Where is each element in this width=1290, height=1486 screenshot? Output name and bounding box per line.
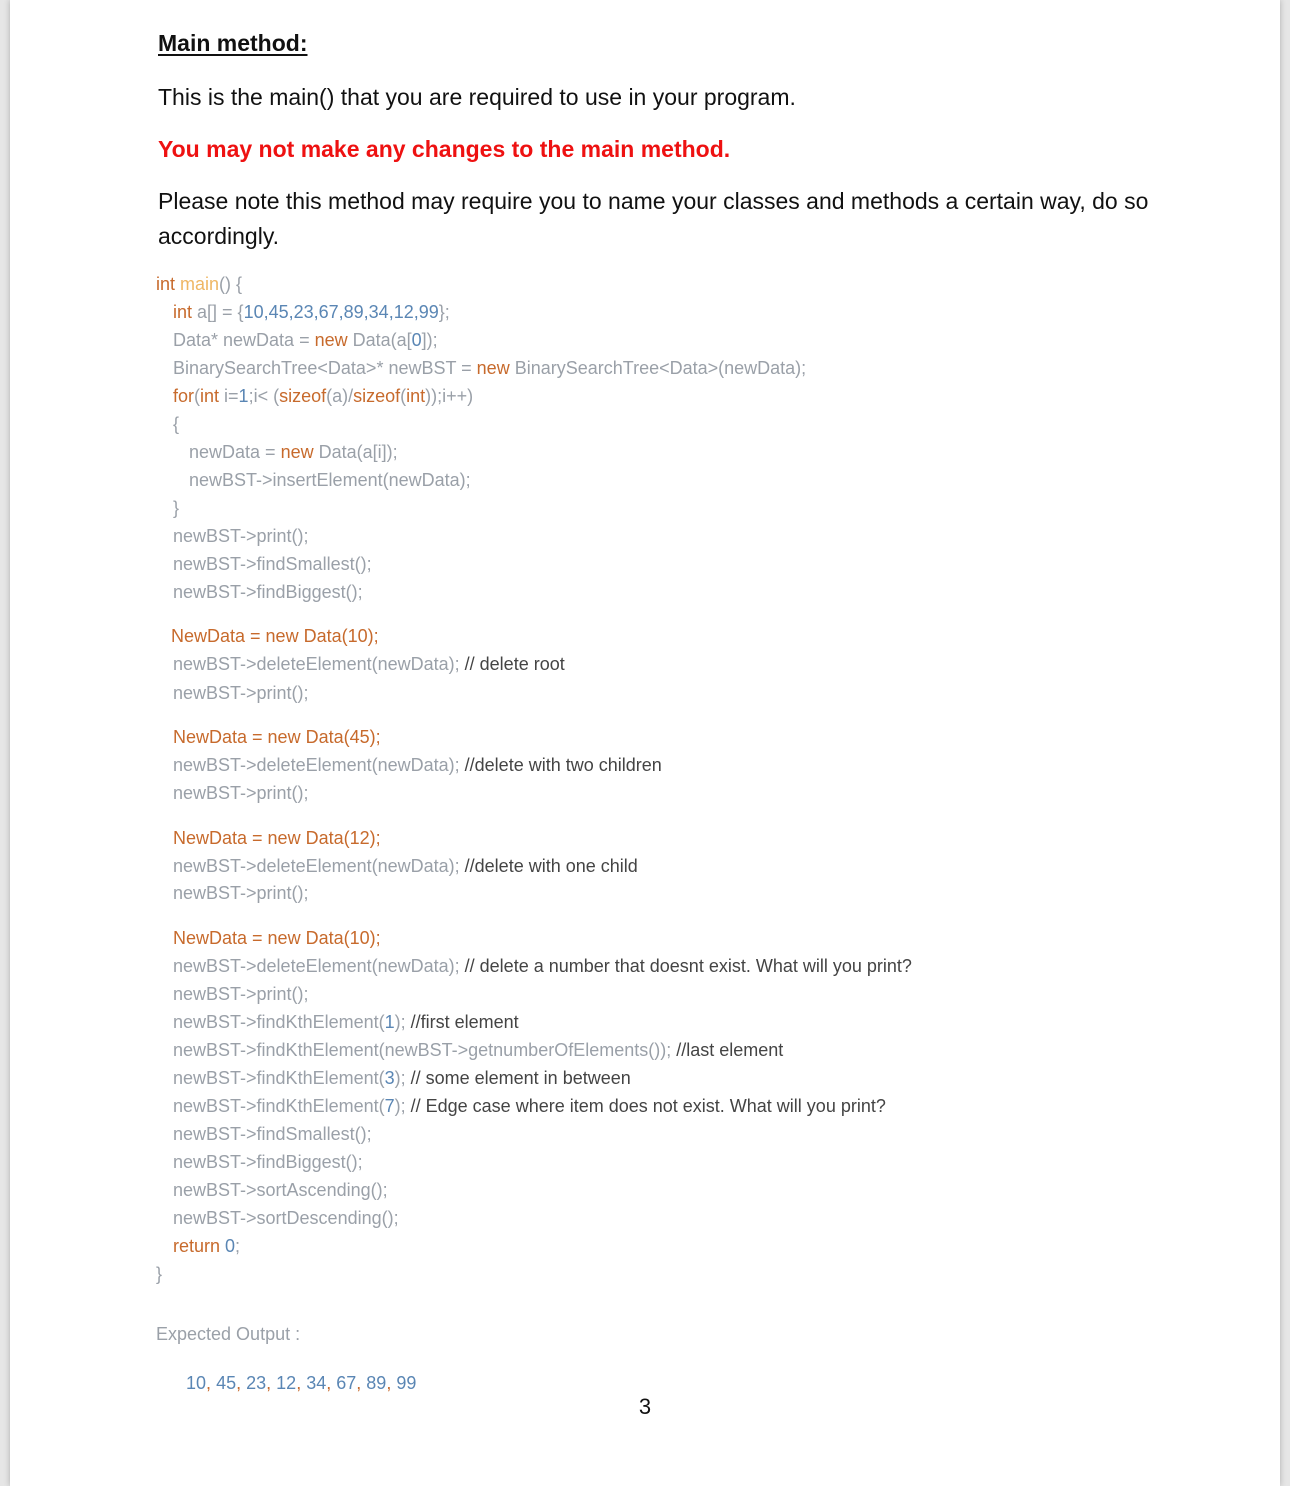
code-line-6: { xyxy=(173,414,180,434)
code-line-16: NewData = new Data(45); xyxy=(173,727,381,747)
output-value: 67 xyxy=(336,1373,357,1393)
code-line-2: int a[] = {10,45,23,67,89,34,12,99}; xyxy=(173,302,450,322)
code-line-14: newBST->deleteElement(newData); // delete root xyxy=(173,654,565,674)
code-line-3: Data* newData = new Data(a[0]); xyxy=(173,330,438,350)
code-line-28: newBST->findKthElement(7); // Edge case where item does not exist. What will you print? xyxy=(173,1096,886,1116)
code-line-18: newBST->print(); xyxy=(173,783,309,803)
document-page xyxy=(10,0,1280,1486)
code-line-11: newBST->findSmallest(); xyxy=(173,554,372,574)
expected-output-values: 10, 45, 23, 12, 34, 67, 89, 99 xyxy=(186,1373,417,1393)
output-value: 99 xyxy=(396,1373,417,1393)
code-line-25: newBST->findKthElement(1); //first element xyxy=(173,1012,519,1032)
code-line-34: } xyxy=(156,1264,163,1284)
output-value: 45 xyxy=(216,1373,237,1393)
code-line-10: newBST->print(); xyxy=(173,526,309,546)
intro-text: This is the main() that you are required to use in your program. xyxy=(158,84,796,110)
output-value: 12 xyxy=(276,1373,297,1393)
code-line-30: newBST->findBiggest(); xyxy=(173,1152,363,1172)
code-line-26: newBST->findKthElement(newBST->getnumberOfElements()); //last element xyxy=(173,1040,784,1060)
page-number: 3 xyxy=(638,1394,652,1419)
code-line-23: newBST->deleteElement(newData); // delete a number that doesnt exist. What will you print? xyxy=(173,956,912,976)
code-line-17: newBST->deleteElement(newData); //delete with two children xyxy=(173,755,662,775)
code-line-5: for(int i=1;i< (sizeof(a)/sizeof(int));i++) xyxy=(173,386,474,406)
code-line-12: newBST->findBiggest(); xyxy=(173,582,363,602)
expected-output-label: Expected Output : xyxy=(156,1324,301,1344)
code-line-9: } xyxy=(173,498,180,518)
code-line-33: return 0; xyxy=(173,1236,241,1256)
code-line-7: newData = new Data(a[i]); xyxy=(189,442,398,462)
code-line-22: NewData = new Data(10); xyxy=(173,928,381,948)
code-line-24: newBST->print(); xyxy=(173,984,309,1004)
code-line-21: newBST->print(); xyxy=(173,883,309,903)
code-line-29: newBST->findSmallest(); xyxy=(173,1124,372,1144)
code-line-31: newBST->sortAscending(); xyxy=(173,1180,388,1200)
output-value: 34 xyxy=(306,1373,327,1393)
code-line-27: newBST->findKthElement(3); // some element in between xyxy=(173,1068,631,1088)
code-line-8: newBST->insertElement(newData); xyxy=(189,470,471,490)
output-value: 89 xyxy=(366,1373,387,1393)
code-line-20: newBST->deleteElement(newData); //delete with one child xyxy=(173,856,638,876)
output-value: 23 xyxy=(246,1373,267,1393)
code-line-13: NewData = new Data(10); xyxy=(171,626,379,646)
output-value: 10 xyxy=(186,1373,207,1393)
code-line-15: newBST->print(); xyxy=(173,683,309,703)
code-line-4: BinarySearchTree<Data>* newBST = new BinarySearchTree<Data>(newData); xyxy=(173,358,807,378)
section-heading: Main method: xyxy=(158,30,308,56)
code-line-19: NewData = new Data(12); xyxy=(173,828,381,848)
note-text: Please note this method may require you to name your classes and methods a certain way, do so accordingly. xyxy=(158,188,1149,249)
code-line-32: newBST->sortDescending(); xyxy=(173,1208,399,1228)
code-line-1: int main() { xyxy=(156,274,243,294)
warning-text: You may not make any changes to the main method. xyxy=(158,136,731,162)
